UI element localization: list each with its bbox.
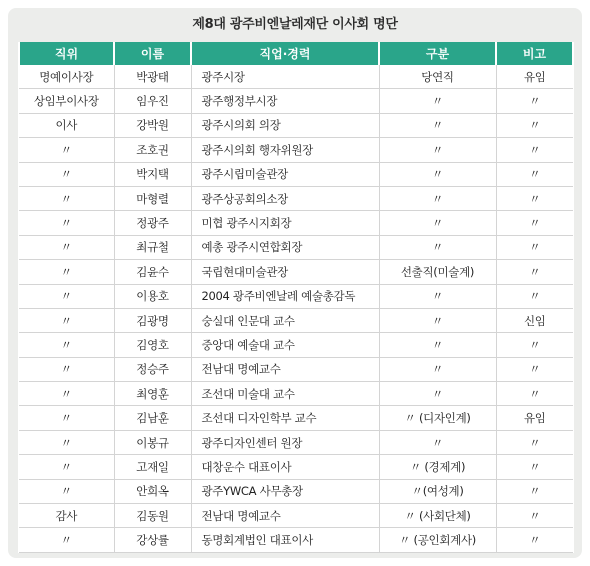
table-row <box>19 113 573 137</box>
cell-note: 〃 <box>496 333 573 357</box>
cell-name: 이용호 <box>114 284 191 308</box>
cell-position: 〃 <box>19 406 114 430</box>
cell-position: 〃 <box>19 455 114 479</box>
cell-note: 〃 <box>496 479 573 503</box>
cell-position: 〃 <box>19 479 114 503</box>
cell-name: 김영호 <box>114 333 191 357</box>
cell-category: 〃 <box>379 333 496 357</box>
cell-career: 국립현대미술관장 <box>191 260 379 284</box>
cell-note: 〃 <box>496 504 573 528</box>
cell-career: 숭실대 인문대 교수 <box>191 308 379 332</box>
cell-position: 〃 <box>19 186 114 210</box>
table-row <box>19 211 573 235</box>
table-row <box>19 186 573 210</box>
table-row <box>19 455 573 479</box>
cell-note: 〃 <box>496 162 573 186</box>
cell-category: 〃 <box>379 89 496 113</box>
cell-note: 〃 <box>496 382 573 406</box>
cell-category: 〃 (디자인계) <box>379 406 496 430</box>
cell-name: 강상률 <box>114 528 191 552</box>
cell-position: 〃 <box>19 260 114 284</box>
cell-career: 광주YWCA 사무총장 <box>191 479 379 503</box>
cell-note: 〃 <box>496 186 573 210</box>
cell-note: 유임 <box>496 65 573 89</box>
cell-note: 〃 <box>496 138 573 162</box>
cell-category: 〃 <box>379 308 496 332</box>
table-row <box>19 260 573 284</box>
cell-note: 신임 <box>496 308 573 332</box>
table-row <box>19 235 573 259</box>
table-header <box>19 42 573 65</box>
cell-career: 광주시의회 의장 <box>191 113 379 137</box>
cell-position: 〃 <box>19 211 114 235</box>
table-row <box>19 162 573 186</box>
cell-note: 〃 <box>496 113 573 137</box>
cell-category: 〃 <box>379 138 496 162</box>
cell-name: 김윤수 <box>114 260 191 284</box>
cell-position: 이사 <box>19 113 114 137</box>
cell-career: 미협 광주시지회장 <box>191 211 379 235</box>
cell-note: 〃 <box>496 430 573 454</box>
cell-name: 강박원 <box>114 113 191 137</box>
cell-category: 〃 <box>379 235 496 259</box>
cell-note: 〃 <box>496 284 573 308</box>
cell-category: 선출직(미술계) <box>379 260 496 284</box>
cell-position: 〃 <box>19 308 114 332</box>
cell-category: 〃 <box>379 284 496 308</box>
cell-position: 〃 <box>19 382 114 406</box>
table-row <box>19 89 573 113</box>
cell-career: 중앙대 예술대 교수 <box>191 333 379 357</box>
cell-category: 〃 (사회단체) <box>379 504 496 528</box>
cell-category: 〃 <box>379 357 496 381</box>
cell-career: 조선대 디자인학부 교수 <box>191 406 379 430</box>
cell-name: 안희옥 <box>114 479 191 503</box>
table-row <box>19 357 573 381</box>
cell-note: 〃 <box>496 455 573 479</box>
cell-career: 조선대 미술대 교수 <box>191 382 379 406</box>
cell-position: 〃 <box>19 284 114 308</box>
cell-position: 감사 <box>19 504 114 528</box>
table-row <box>19 382 573 406</box>
cell-note: 〃 <box>496 211 573 235</box>
header-row <box>19 42 573 65</box>
cell-position: 〃 <box>19 235 114 259</box>
cell-name: 최규철 <box>114 235 191 259</box>
table-row <box>19 138 573 162</box>
cell-note: 〃 <box>496 357 573 381</box>
table-row <box>19 528 573 552</box>
cell-position: 〃 <box>19 430 114 454</box>
cell-position: 〃 <box>19 333 114 357</box>
cell-position: 〃 <box>19 162 114 186</box>
cell-note: 유임 <box>496 406 573 430</box>
cell-name: 김남훈 <box>114 406 191 430</box>
cell-name: 박지택 <box>114 162 191 186</box>
cell-career: 전남대 명예교수 <box>191 504 379 528</box>
cell-career: 광주시장 <box>191 65 379 89</box>
cell-category: 〃 <box>379 211 496 235</box>
cell-position: 〃 <box>19 528 114 552</box>
cell-name: 최영훈 <box>114 382 191 406</box>
cell-name: 임우진 <box>114 89 191 113</box>
cell-career: 대창운수 대표이사 <box>191 455 379 479</box>
cell-position: 〃 <box>19 138 114 162</box>
table-row <box>19 65 573 89</box>
cell-category: 〃 <box>379 382 496 406</box>
cell-name: 마형렬 <box>114 186 191 210</box>
cell-name: 정승주 <box>114 357 191 381</box>
cell-career: 동명회계법인 대표이사 <box>191 528 379 552</box>
cell-name: 김동원 <box>114 504 191 528</box>
table-row <box>19 430 573 454</box>
header-position: 직위 <box>19 42 114 65</box>
cell-position: 명예이사장 <box>19 65 114 89</box>
cell-position: 상임부이사장 <box>19 89 114 113</box>
table-row <box>19 504 573 528</box>
cell-category: 〃 <box>379 113 496 137</box>
table-title: 제8대 광주비엔날레재단 이사회 명단 <box>192 17 398 32</box>
header-name: 이름 <box>114 42 191 65</box>
cell-category: 〃 <box>379 162 496 186</box>
cell-career: 광주상공회의소장 <box>191 186 379 210</box>
cell-name: 박광태 <box>114 65 191 89</box>
cell-category: 〃 <box>379 186 496 210</box>
table-row <box>19 284 573 308</box>
cell-note: 〃 <box>496 235 573 259</box>
table-row <box>19 406 573 430</box>
cell-category: 당연직 <box>379 65 496 89</box>
cell-name: 고재일 <box>114 455 191 479</box>
header-career: 직업·경력 <box>191 42 379 65</box>
cell-career: 광주행정부시장 <box>191 89 379 113</box>
header-note: 비고 <box>496 42 573 65</box>
cell-name: 정광주 <box>114 211 191 235</box>
cell-name: 이봉규 <box>114 430 191 454</box>
cell-category: 〃 <box>379 430 496 454</box>
cell-name: 김광명 <box>114 308 191 332</box>
cell-note: 〃 <box>496 260 573 284</box>
cell-category: 〃(여성계) <box>379 479 496 503</box>
cell-career: 광주시의회 행자위원장 <box>191 138 379 162</box>
table-body <box>19 65 573 552</box>
table-row <box>19 308 573 332</box>
board-roster-table <box>18 42 574 553</box>
cell-name: 조호권 <box>114 138 191 162</box>
cell-note: 〃 <box>496 89 573 113</box>
cell-position: 〃 <box>19 357 114 381</box>
cell-career: 광주시립미술관장 <box>191 162 379 186</box>
cell-career: 광주디자인센터 원장 <box>191 430 379 454</box>
cell-category: 〃 (공인회계사) <box>379 528 496 552</box>
cell-career: 2004 광주비엔날레 예술총감독 <box>191 284 379 308</box>
table-row <box>19 479 573 503</box>
cell-career: 예총 광주시연합회장 <box>191 235 379 259</box>
cell-note: 〃 <box>496 528 573 552</box>
header-category: 구분 <box>379 42 496 65</box>
cell-career: 전남대 명예교수 <box>191 357 379 381</box>
table-row <box>19 333 573 357</box>
cell-category: 〃 (경제계) <box>379 455 496 479</box>
